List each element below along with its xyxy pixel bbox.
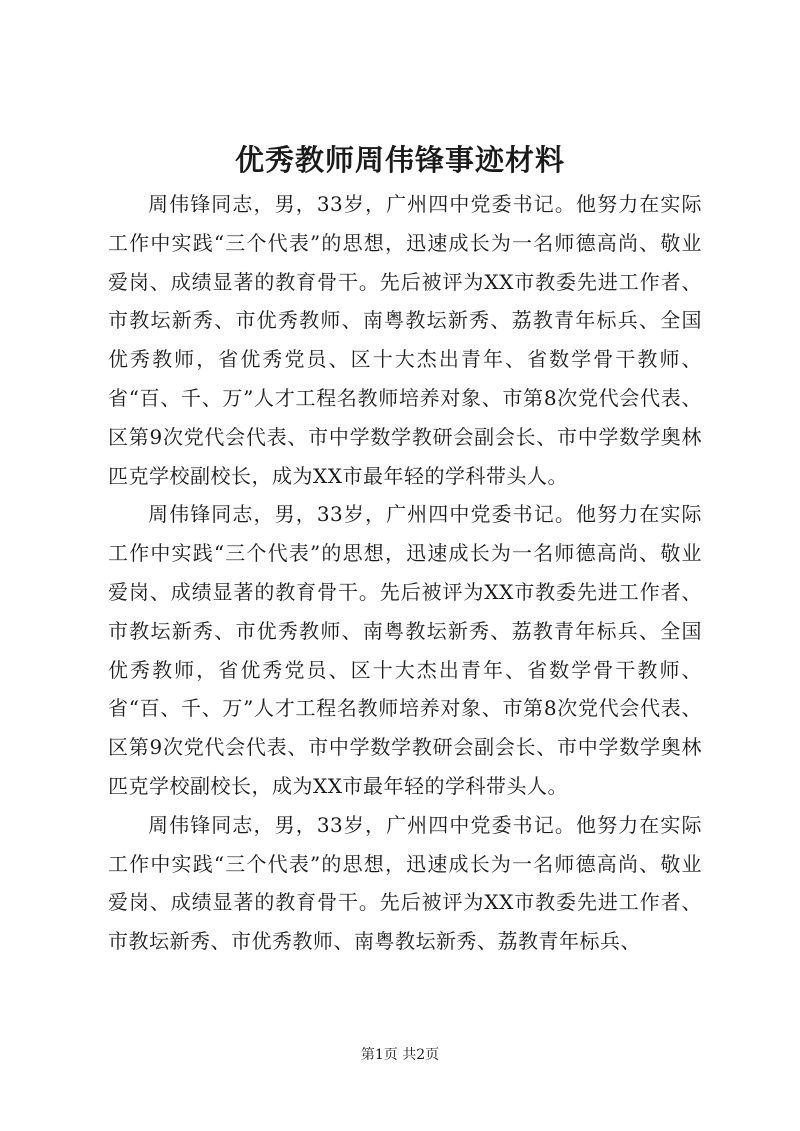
paragraph-2: 周伟锋同志，男，33岁，广州四中党委书记。他努力在实际工作中实践“三个代表”的思想，迅速成长为一名师德高尚、敬业爱岗、成绩显著的教育骨干。先后被评为XX市教委先进工作者、市教坛新秀、市优秀教师、南粤教坛新秀、荔教青年标兵、全国优秀教师，省优秀党员、区十大杰出青年、省数学骨干教师、省“百、千、万”人才工程名教师培养对象、市第8次党代会代表、区第9次党代会代表、市中学数学教研会副会长、市中学数学奥林匹克学校副校长，成为XX市最年轻的学科带头人。 [108,502,702,798]
paragraph-3: 周伟锋同志，男，33岁，广州四中党委书记。他努力在实际工作中实践“三个代表”的思想，迅速成长为一名师德高尚、敬业爱岗、成绩显著的教育骨干。先后被评为XX市教委先进工作者、市教坛新秀、市优秀教师、南粤教坛新秀、荔教青年标兵、 [108,812,702,954]
document-body [108,185,702,961]
document-title: 优秀教师周伟锋事迹材料 [234,143,565,177]
page-footer: 第1页 共2页 [360,1047,440,1063]
paragraph-1: 周伟锋同志，男，33岁，广州四中党委书记。他努力在实际工作中实践“三个代表”的思想，迅速成长为一名师德高尚、敬业爱岗、成绩显著的教育骨干。先后被评为XX市教委先进工作者、市教坛新秀、市优秀教师、南粤教坛新秀、荔教青年标兵、全国优秀教师，省优秀党员、区十大杰出青年、省数学骨干教师、省“百、千、万”人才工程名教师培养对象、市第8次党代会代表、区第9次党代会代表、市中学数学教研会副会长、市中学数学奥林匹克学校副校长，成为XX市最年轻的学科带头人。 [108,192,702,488]
